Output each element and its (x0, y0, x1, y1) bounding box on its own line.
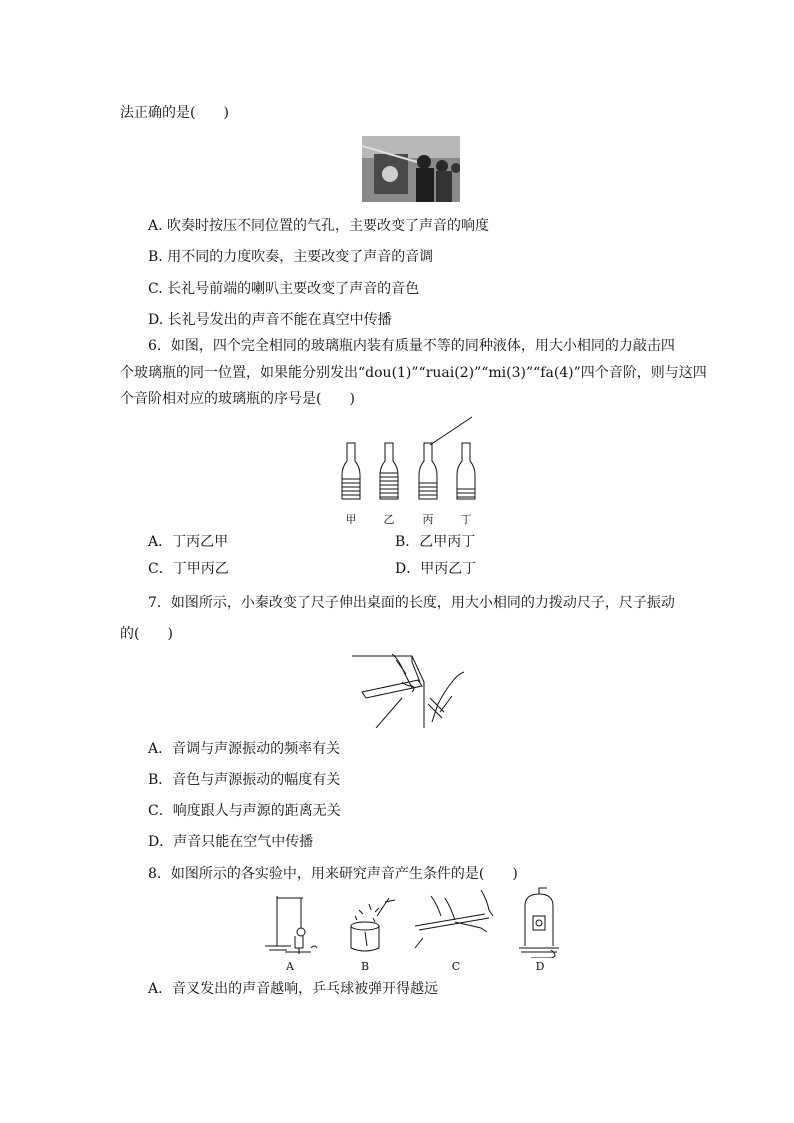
drum-paper-bits-setup (351, 898, 395, 951)
q5-option-c: C. 长礼号前端的喇叭主要改变了声音的音色 (148, 281, 420, 297)
q7-option-c: C．响度跟人与声源的距离无关 (148, 803, 341, 819)
q7-option-a: A．音调与声源振动的频率有关 (148, 741, 341, 757)
bell-jar-pump-setup (519, 888, 559, 958)
bottle-yi (380, 443, 398, 499)
q6-option-d: D．甲丙乙丁 (395, 561, 477, 577)
experiment-label-b: B (360, 960, 370, 973)
bottle-jia (342, 443, 360, 499)
sound-experiments-figure (255, 886, 565, 974)
q7-option-b: B．音色与声源振动的幅度有关 (148, 772, 341, 788)
q7-option-d: D．声音只能在空气中传播 (148, 834, 314, 850)
q5-stem-tail: 法正确的是( ) (120, 105, 229, 121)
glass-bottles-figure (336, 415, 486, 527)
bottle-label-yi: 乙 (383, 513, 395, 526)
q7-stem-line-2: 的( ) (120, 626, 173, 642)
q6-stem-line-1: 6．如图，四个完全相同的玻璃瓶内装有质量不等的同种液体，用大小相同的力敲击四 (148, 338, 675, 354)
bottle-label-bing: 丙 (422, 513, 434, 526)
bottle-bing (419, 443, 437, 499)
q6-option-a: A．丁丙乙甲 (148, 534, 229, 550)
q8-stem: 8．如图所示的各实验中，用来研究声音产生条件的是( ) (148, 866, 518, 882)
tuning-fork-ball-setup (265, 896, 317, 954)
q6-option-c: C．丁甲丙乙 (148, 561, 229, 577)
ruler-on-table-figure (352, 652, 474, 728)
q6-option-b: B．乙甲丙丁 (395, 534, 476, 550)
ruler-experiment-setup (415, 890, 493, 948)
experiment-label-d: D (535, 960, 545, 973)
q6-stem-line-2: 个玻璃瓶的同一位置，如果能分别发出“dou(1)”“ruai(2)”“mi(3)”“fa(4)”四个音阶，则与这四 (120, 365, 707, 381)
q7-stem-line-1: 7．如图所示，小秦改变了尺子伸出桌面的长度，用大小相同的力拨动尺子，尺子振动 (148, 595, 675, 611)
experiment-label-a: A (286, 960, 294, 973)
long-horn-photo (362, 136, 460, 202)
bottle-label-ding: 丁 (460, 513, 472, 526)
q8-option-a: A．音叉发出的声音越响，乒乓球被弹开得越远 (148, 981, 439, 997)
q5-option-a: A. 吹奏时按压不同位置的气孔，主要改变了声音的响度 (148, 218, 490, 234)
q5-option-d: D. 长礼号发出的声音不能在真空中传播 (148, 312, 392, 328)
experiment-label-c: C (451, 960, 461, 973)
q5-option-b: B. 用不同的力度吹奏，主要改变了声音的音调 (148, 249, 434, 265)
q6-stem-line-3: 个音阶相对应的玻璃瓶的序号是( ) (120, 391, 355, 407)
bottle-label-jia: 甲 (345, 513, 357, 526)
bottle-ding (457, 443, 475, 499)
